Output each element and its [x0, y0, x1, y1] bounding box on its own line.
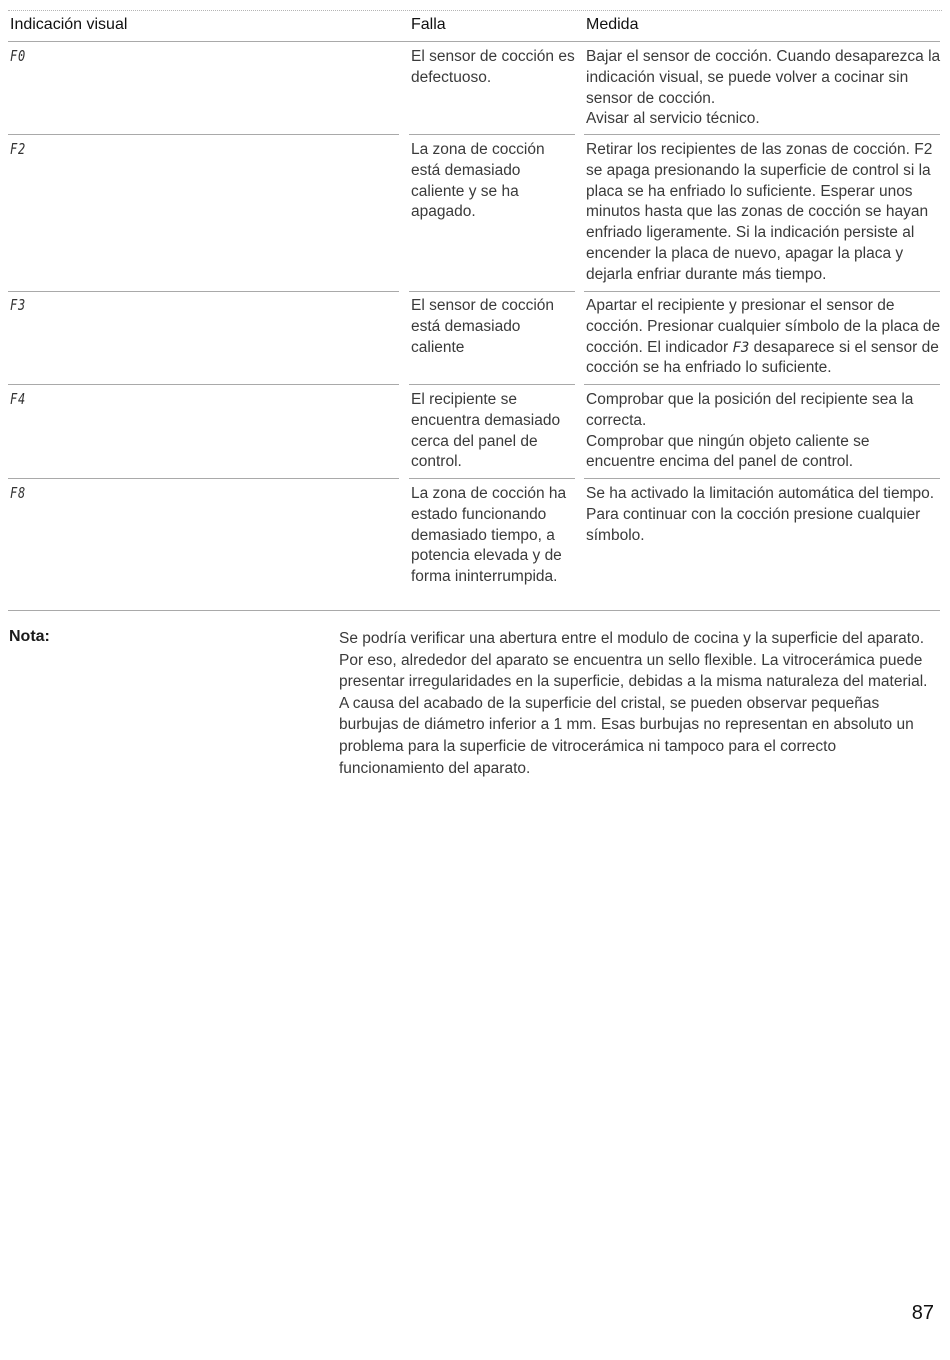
row-divider	[409, 478, 575, 479]
top-dotted-rule	[8, 10, 942, 11]
table-row-f2	[8, 137, 940, 293]
row-divider	[584, 134, 940, 135]
display-code: F3	[10, 296, 27, 314]
display-code: F4	[10, 390, 27, 408]
header-display: Indicación visual	[10, 16, 128, 33]
fault-text: El sensor de cocción es defectuoso.	[411, 48, 575, 86]
note-label: Nota:	[9, 628, 50, 645]
action-text: Comprobar que la posición del recipiente sea la correcta. Comprobar que ningún objeto caliente se encuentre encima del panel de control.	[586, 391, 914, 471]
row-divider	[409, 384, 575, 385]
row-divider	[409, 291, 575, 292]
action-text: Bajar el sensor de cocción. Cuando desaparezca la indicación visual, se puede volver a cocinar sin sensor de cocción. Avisar al servicio técnico.	[586, 48, 941, 128]
row-divider	[8, 384, 399, 385]
header-action: Medida	[586, 16, 639, 33]
inline-display-code: F3	[732, 339, 750, 356]
row-divider	[8, 478, 399, 479]
action-text: Se ha activado la limitación automática del tiempo. Para continuar con la cocción presione cualquier símbolo.	[586, 485, 935, 544]
action-text: Retirar los recipientes de las zonas de cocción. F2 se apaga presionando la superficie de control si la placa se ha enfriado lo suficiente. Esperar unos minutos hasta que las zonas de cocción se hayan enfriado ligeramente. Si la indicación persiste al encender la placa de nuevo, apagar la placa y dejarla enfriar durante más tiempo.	[586, 141, 933, 283]
display-code: F2	[10, 140, 27, 158]
action-text	[586, 296, 942, 379]
table-row-f0	[8, 44, 940, 136]
table-row-f4	[8, 387, 940, 479]
note-text: Se podría verificar una abertura entre el modulo de cocina y la superficie del aparato. Por eso, alrededor del aparato se encuentra un sello flexible. La vitrocerámica puede presentar irregularidades en la superficie, debidas a la misma naturaleza del material. A causa del acabado de la superficie del cristal, se pueden observar pequeñas burbujas de diámetro inferior a 1 mm. Esas burbujas no representan en absoluto un problema para la superficie de vitrocerámica ni tampoco para el correcto funcionamiento del aparato.	[339, 630, 928, 777]
fault-text: La zona de cocción está demasiado caliente y se ha apagado.	[411, 141, 545, 221]
header-rule	[8, 41, 940, 42]
fault-text: El recipiente se encuentra demasiado cerca del panel de control.	[411, 391, 561, 471]
action-text-end: desaparece si el sensor de cocción se ha enfriado lo suficiente.	[586, 338, 939, 377]
row-divider	[8, 134, 399, 135]
page-number: 87	[911, 1302, 934, 1324]
display-code: F8	[10, 484, 27, 502]
display-code: F0	[10, 47, 27, 65]
row-divider	[409, 134, 575, 135]
row-divider	[584, 384, 940, 385]
fault-text: La zona de cocción ha estado funcionando demasiado tiempo, a potencia elevada y de forma ininterrumpida.	[411, 485, 567, 586]
table-row-f8	[8, 481, 940, 609]
action-text-start: Apartar el recipiente y presionar el sensor de cocción. Presionar cualquier símbolo de la placa de cocción. El indicador	[586, 297, 941, 356]
row-divider	[584, 291, 940, 292]
fault-text: El sensor de cocción está demasiado caliente	[411, 297, 555, 356]
row-divider	[8, 291, 399, 292]
header-fault: Falla	[411, 16, 446, 33]
row-divider	[584, 478, 940, 479]
table-bottom-rule	[8, 610, 940, 611]
table-row-f3	[8, 293, 940, 385]
